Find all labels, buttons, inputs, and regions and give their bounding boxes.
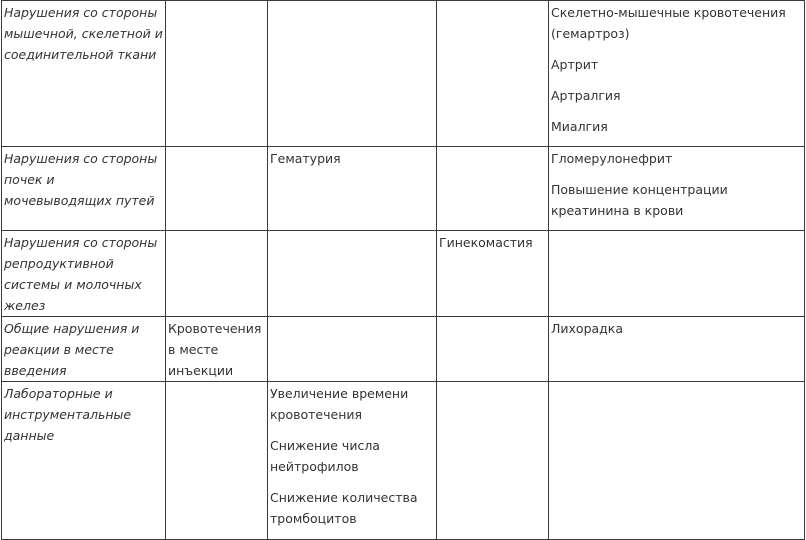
effect-item: Повышение концентрации креатинина в крови xyxy=(551,182,728,218)
table-row xyxy=(2,1,805,147)
effect-item: Артрит xyxy=(551,57,599,72)
organ-class-label: Лабораторные и инструментальные данные xyxy=(4,386,132,443)
effect-item: Гинекомастия xyxy=(439,235,533,250)
effect-cell xyxy=(437,147,549,231)
effect-item: Гематурия xyxy=(270,151,341,166)
effect-cell xyxy=(437,1,549,147)
effect-cell xyxy=(549,147,805,231)
effect-item: Скелетно-мышечные кровотечения (гемартроз) xyxy=(551,5,786,41)
effect-item: Увеличение времени кровотечения xyxy=(270,386,409,422)
effect-item: Лихорадка xyxy=(551,321,624,336)
effect-cell xyxy=(549,231,805,317)
adverse-effects-table xyxy=(1,0,805,540)
table-row xyxy=(2,317,805,382)
effect-cell xyxy=(268,147,437,231)
effect-cell xyxy=(268,1,437,147)
effect-cell xyxy=(268,317,437,382)
organ-class-cell xyxy=(2,231,166,317)
effect-item: Миалгия xyxy=(551,119,608,134)
effect-cell xyxy=(437,231,549,317)
effect-item: Гломерулонефрит xyxy=(551,151,673,166)
organ-class-label: Нарушения со стороны мышечной, скелетной и соединительной ткани xyxy=(4,5,163,62)
effect-cell xyxy=(166,1,268,147)
effect-cell xyxy=(549,1,805,147)
effect-item: Артралгия xyxy=(551,88,621,103)
effect-cell xyxy=(166,317,268,382)
table-row xyxy=(2,231,805,317)
organ-class-cell xyxy=(2,147,166,231)
organ-class-label: Общие нарушения и реакции в месте введения xyxy=(4,321,140,378)
effect-item: Снижение количества тромбоцитов xyxy=(270,490,418,526)
organ-class-cell xyxy=(2,1,166,147)
effect-cell xyxy=(437,317,549,382)
effect-cell xyxy=(549,317,805,382)
effect-cell xyxy=(166,147,268,231)
organ-class-cell xyxy=(2,317,166,382)
effect-cell xyxy=(268,231,437,317)
table-row xyxy=(2,147,805,231)
effect-item: Кровотечения в месте инъекции xyxy=(168,321,262,378)
organ-class-label: Нарушения со стороны репродуктивной системы и молочных желез xyxy=(4,235,158,313)
effect-cell xyxy=(166,231,268,317)
effect-item: Снижение числа нейтрофилов xyxy=(270,438,380,474)
organ-class-label: Нарушения со стороны почек и мочевыводящих путей xyxy=(4,151,158,208)
